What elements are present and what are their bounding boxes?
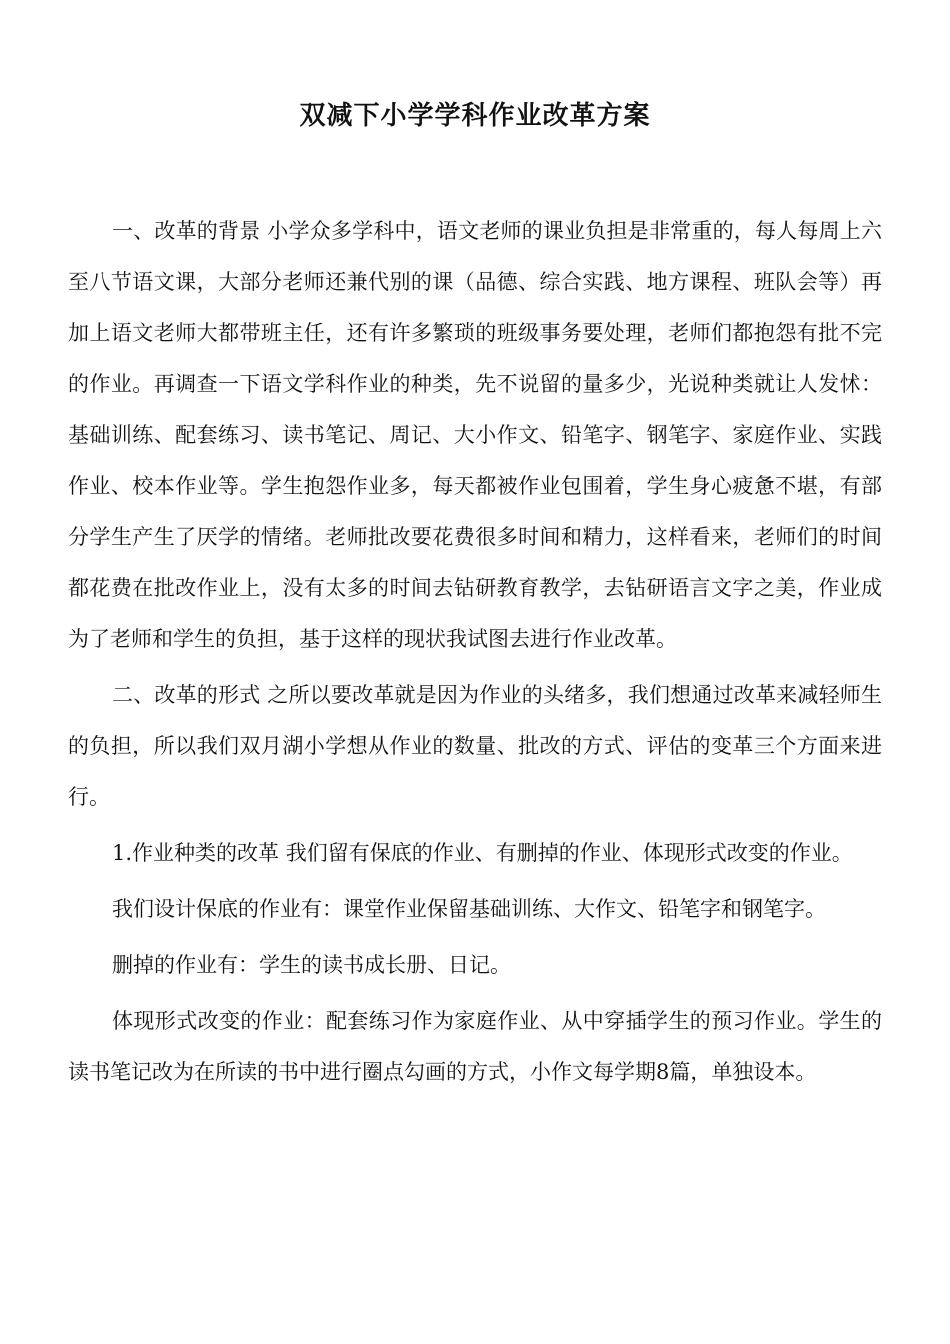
document-body xyxy=(68,206,882,1103)
document-page xyxy=(68,0,882,1344)
paragraph-retained-homework: 我们设计保底的作业有：课堂作业保留基础训练、大作文、铅笔字和钢笔字。 xyxy=(112,897,826,921)
document-title: 双减下小学学科作业改革方案 xyxy=(299,101,651,131)
paragraph-reform-form: 二、改革的形式 之所以要改革就是因为作业的头绪多，我们想通过改革来减轻师生的负担，所以我们双月湖小学想从作业的数量、批改的方式、评估的变革三个方面来进行。 xyxy=(68,683,882,809)
paragraph-homework-types: 1.作业种类的改革 我们留有保底的作业、有删掉的作业、体现形式改变的作业。 xyxy=(112,841,853,865)
paragraph-background: 一、改革的背景 小学众多学科中，语文老师的课业负担是非常重的，每人每周上六至八节语文课，大部分老师还兼代别的课（品德、综合实践、地方课程、班队会等）再加上语文老师大都带班主任，还有许多繁琐的班级事务要处理，老师们都抱怨有批不完的作业。再调查一下语文学科作业的种类，先不说留的量多少，光说种类就让人发怵：基础训练、配套练习、读书笔记、周记、大小作文、铅笔字、钢笔字、家庭作业、实践作业、校本作业等。学生抱怨作业多，每天都被作业包围着，学生身心疲惫不堪，有部分学生产生了厌学的情绪。老师批改要花费很多时间和精力，这样看来，老师们的时间都花费在批改作业上，没有太多的时间去钻研教育教学，去钻研语言文字之美，作业成为了老师和学生的负担，基于这样的现状我试图去进行作业改革。 xyxy=(68,219,882,651)
paragraph-changed-homework: 体现形式改变的作业：配套练习作为家庭作业、从中穿插学生的预习作业。学生的读书笔记改为在所读的书中进行圈点勾画的方式，小作文每学期8篇，单独设本。 xyxy=(68,1009,882,1084)
paragraph-removed-homework: 删掉的作业有：学生的读书成长册、日记。 xyxy=(112,953,511,977)
